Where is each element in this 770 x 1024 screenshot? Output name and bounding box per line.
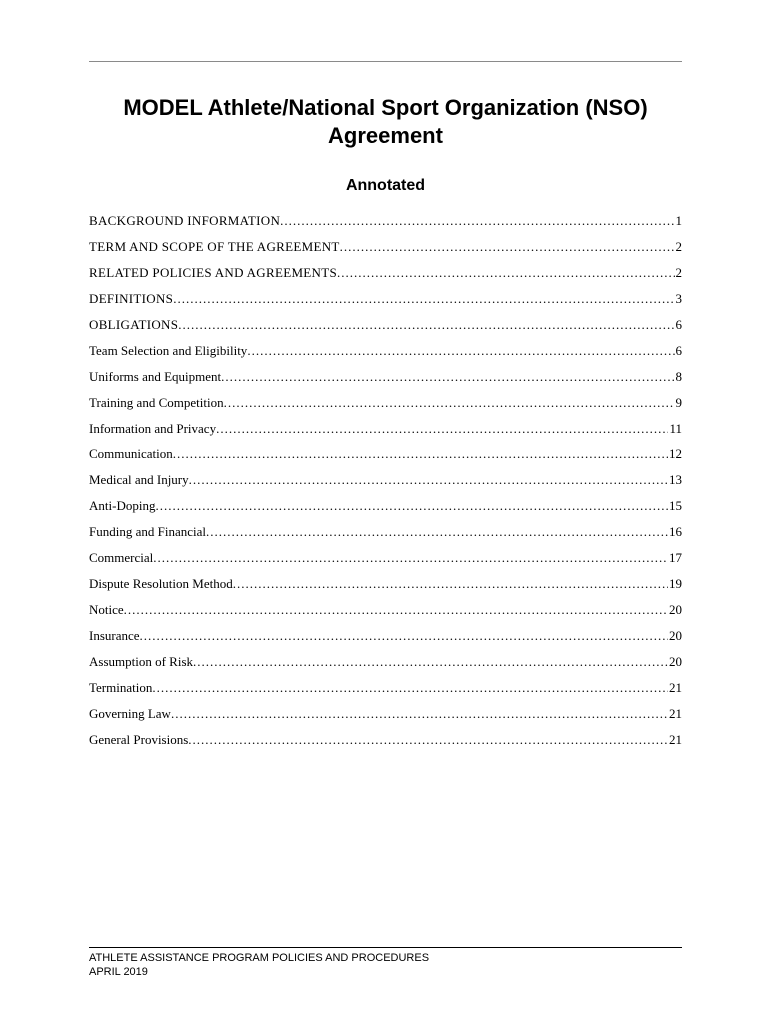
- toc-entry[interactable]: [89, 493, 682, 519]
- toc-dot-leader: [280, 208, 674, 234]
- toc-entry[interactable]: [89, 260, 682, 286]
- toc-dot-leader: [221, 364, 674, 390]
- toc-dot-leader: [224, 390, 675, 416]
- toc-entry-page-number: 12: [669, 446, 682, 462]
- toc-entry-label: RELATED POLICIES AND AGREEMENTS: [89, 264, 337, 280]
- toc-dot-leader: [178, 312, 674, 338]
- toc-entry[interactable]: [89, 338, 682, 364]
- toc-entry-label: Communication: [89, 446, 173, 462]
- toc-entry-label: Training and Competition: [89, 394, 224, 410]
- toc-dot-leader: [233, 571, 668, 597]
- toc-entry[interactable]: [89, 364, 682, 390]
- toc-entry-label: DEFINITIONS: [89, 290, 174, 306]
- toc-dot-leader: [189, 467, 668, 493]
- toc-dot-leader: [152, 675, 668, 701]
- toc-entry[interactable]: [89, 416, 682, 442]
- toc-entry-page-number: 20: [669, 602, 682, 618]
- toc-entry[interactable]: [89, 286, 682, 312]
- toc-entry-label: Notice: [89, 602, 124, 618]
- toc-dot-leader: [140, 623, 668, 649]
- toc-dot-leader: [188, 727, 668, 753]
- title-line-2: Agreement: [328, 123, 443, 148]
- toc-entry-label: Termination: [89, 679, 153, 695]
- footer-date: APRIL 2019: [89, 966, 148, 978]
- footer-program-name: ATHLETE ASSISTANCE PROGRAM POLICIES AND PROCEDURES: [89, 952, 430, 964]
- toc-entry[interactable]: [89, 208, 682, 234]
- toc-entry-label: Information and Privacy: [89, 420, 217, 436]
- toc-dot-leader: [155, 493, 668, 519]
- toc-dot-leader: [124, 597, 668, 623]
- toc-entry-label: Commercial: [89, 550, 154, 566]
- toc-entry-page-number: 17: [669, 550, 682, 566]
- toc-dot-leader: [173, 286, 674, 312]
- top-divider: [89, 61, 682, 62]
- toc-entry-label: Anti-Doping: [89, 498, 156, 514]
- toc-entry[interactable]: [89, 519, 682, 545]
- toc-entry-label: Governing Law: [89, 705, 171, 721]
- toc-entry-page-number: 2: [675, 264, 682, 280]
- toc-entry-page-number: 19: [669, 576, 682, 592]
- toc-entry-page-number: 20: [669, 628, 682, 643]
- toc-entry-label: Dispute Resolution Method: [89, 576, 233, 592]
- toc-dot-leader: [193, 649, 668, 675]
- toc-entry-page-number: 6: [675, 342, 682, 358]
- toc-entry-page-number: 15: [669, 498, 682, 514]
- toc-entry[interactable]: [89, 545, 682, 571]
- toc-entry[interactable]: [89, 467, 682, 493]
- toc-entry-label: Insurance: [89, 628, 140, 643]
- footer-divider: [89, 947, 682, 948]
- toc-entry-label: Uniforms and Equipment: [89, 368, 222, 384]
- toc-entry-page-number: 11: [669, 420, 682, 436]
- toc-entry[interactable]: [89, 701, 682, 727]
- toc-entry[interactable]: [89, 675, 682, 701]
- toc-entry-page-number: 9: [675, 394, 682, 410]
- toc-entry[interactable]: [89, 649, 682, 675]
- toc-entry-page-number: 6: [675, 316, 682, 332]
- toc-entry-page-number: 1: [675, 213, 682, 228]
- toc-entry-label: TERM AND SCOPE OF THE AGREEMENT: [89, 238, 340, 254]
- toc-entry-page-number: 16: [669, 524, 682, 540]
- toc-entry-page-number: 13: [669, 472, 682, 488]
- toc-entry-page-number: 21: [669, 731, 682, 747]
- toc-entry[interactable]: [89, 312, 682, 338]
- toc-dot-leader: [153, 545, 668, 571]
- toc-entry-page-number: 2: [675, 238, 682, 254]
- toc-entry-page-number: 21: [669, 679, 682, 695]
- toc-entry[interactable]: [89, 623, 682, 649]
- toc-entry-page-number: 21: [669, 705, 682, 721]
- document-subtitle: Annotated: [345, 177, 426, 194]
- toc-entry-page-number: 3: [675, 290, 682, 306]
- toc-dot-leader: [247, 338, 674, 364]
- toc-dot-leader: [337, 260, 675, 286]
- toc-entry[interactable]: [89, 441, 682, 467]
- toc-entry[interactable]: [89, 571, 682, 597]
- toc-entry-label: General Provisions: [89, 731, 189, 747]
- toc-dot-leader: [340, 234, 675, 260]
- toc-entry-label: Team Selection and Eligibility: [89, 342, 248, 358]
- toc-entry[interactable]: [89, 390, 682, 416]
- document-title: [89, 94, 682, 150]
- toc-entry-label: OBLIGATIONS: [89, 316, 179, 332]
- toc-entry-label: BACKGROUND INFORMATION: [89, 213, 281, 228]
- toc-dot-leader: [171, 701, 668, 727]
- toc-dot-leader: [173, 441, 668, 467]
- table-of-contents: [89, 208, 682, 753]
- page-footer: [89, 951, 429, 979]
- toc-entry[interactable]: [89, 234, 682, 260]
- title-line-1: MODEL Athlete/National Sport Organization (NSO): [123, 95, 648, 120]
- toc-entry-label: Medical and Injury: [89, 472, 189, 488]
- toc-dot-leader: [216, 416, 668, 442]
- toc-entry[interactable]: [89, 727, 682, 753]
- toc-entry-label: Assumption of Risk: [89, 653, 194, 669]
- toc-dot-leader: [206, 519, 668, 545]
- toc-entry-label: Funding and Financial: [89, 524, 206, 540]
- toc-entry[interactable]: [89, 597, 682, 623]
- toc-entry-page-number: 8: [675, 368, 682, 384]
- toc-entry-page-number: 20: [669, 653, 682, 669]
